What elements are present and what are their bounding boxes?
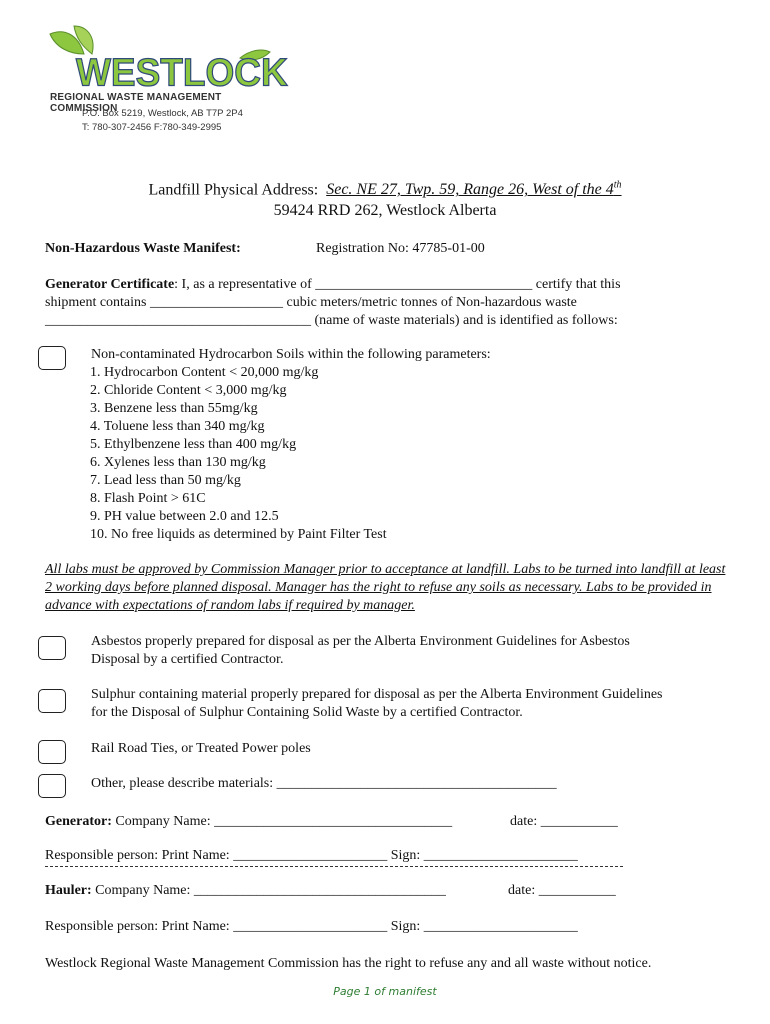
other-materials-text: Other, please describe materials: ________________________________________ [91,776,557,791]
generator-company-line: Generator: Company Name: __________________________________ [45,814,453,829]
asbestos-text-1: Asbestos properly prepared for disposal as per the Alberta Environment Guidelines for Asbestos [91,634,630,649]
list-item: 7. Lead less than 50 mg/kg [90,473,241,488]
westlock-logo [44,24,288,136]
sulphur-checkbox[interactable] [38,689,66,713]
railroad-ties-checkbox[interactable] [38,740,66,764]
certificate-line2: shipment contains ___________________ cubic meters/metric tonnes of Non-hazardous waste [45,295,577,310]
list-item: 4. Toluene less than 340 mg/kg [90,419,265,434]
list-item: 6. Xylenes less than 130 mg/kg [90,455,266,470]
generator-date: date: ___________ [510,814,618,829]
list-item: 3. Benzene less than 55mg/kg [90,401,258,416]
sulphur-text-2: for the Disposal of Sulphur Containing Solid Waste by a certified Contractor. [91,705,523,720]
certificate-line1: Generator Certificate: I, as a representative of _______________________________ certify that this [45,277,621,292]
asbestos-checkbox[interactable] [38,636,66,660]
logo-phone: T: 780-307-2456 F:780-349-2995 [82,122,222,133]
asbestos-text-2: Disposal by a certified Contractor. [91,652,284,667]
railroad-ties-text: Rail Road Ties, or Treated Power poles [91,741,311,756]
separator-dashed-line [45,866,623,867]
logo-subtitle: REGIONAL WASTE MANAGEMENT COMMISSION [50,92,222,114]
other-materials-checkbox[interactable] [38,774,66,798]
list-item: 2. Chloride Content < 3,000 mg/kg [90,383,287,398]
registration-number: Registration No: 47785-01-00 [316,241,485,256]
logo-address: P.O. Box 5219, Westlock, AB T7P 2P4 [82,108,243,119]
list-item: 9. PH value between 2.0 and 12.5 [90,509,279,524]
landfill-address: Landfill Physical Address: Sec. NE 27, Twp. 59, Range 26, West of the 4th [148,180,622,199]
soils-checkbox[interactable] [38,346,66,370]
manifest-title: Non-Hazardous Waste Manifest: [45,241,241,256]
address-value: Sec. NE 27, Twp. 59, Range 26, West of the 4th [326,180,622,199]
labs-note: All labs must be approved by Commission Manager prior to acceptance at landfill. Labs to be turned into landfill at least 2 working days before planned disposal. Manager has the right to refuse any soils as necessary. Labs to be provided in advance with expectations of random labs if required by manager. [45,562,726,613]
logo-wordmark: WESTLOCK [76,50,288,94]
landfill-address-line2: 59424 RRD 262, Westlock Alberta [273,202,497,219]
list-item: 5. Ethylbenzene less than 400 mg/kg [90,437,297,452]
list-item: 10. No free liquids as determined by Paint Filter Test [90,527,387,542]
list-item: 8. Flash Point > 61C [90,491,206,506]
page-footer: Page 1 of manifest [333,985,437,998]
hauler-date: date: ___________ [508,883,616,898]
hauler-responsible: Responsible person: Print Name: ______________________ Sign: ______________________ [45,919,578,934]
soils-intro: Non-contaminated Hydrocarbon Soils within the following parameters: [91,347,491,362]
generator-responsible: Responsible person: Print Name: ______________________ Sign: ______________________ [45,848,578,863]
hauler-company-line: Hauler: Company Name: ____________________________________ [45,883,446,898]
certificate-line3: ______________________________________ (name of waste materials) and is identified as follows: [45,313,618,328]
refusal-disclaimer: Westlock Regional Waste Management Commission has the right to refuse any and all waste without notice. [45,956,652,971]
soils-parameter-list [90,364,387,544]
list-item: 1. Hydrocarbon Content < 20,000 mg/kg [90,365,319,380]
sulphur-text-1: Sulphur containing material properly prepared for disposal as per the Alberta Environment Guidelines [91,687,663,702]
